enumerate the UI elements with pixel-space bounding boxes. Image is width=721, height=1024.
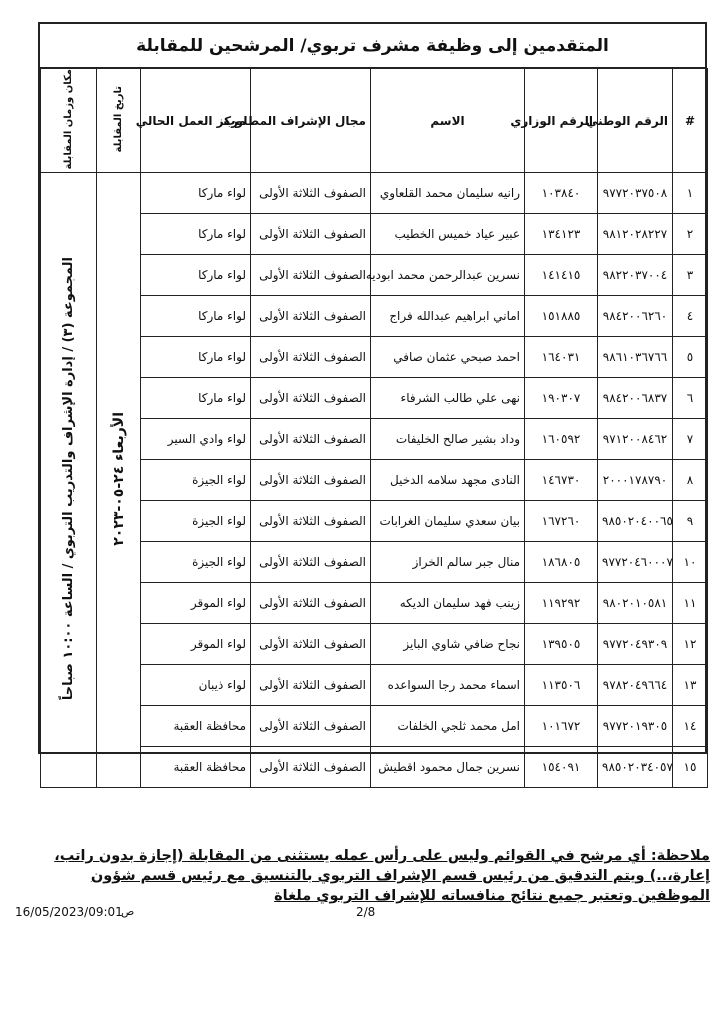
table-body — [41, 173, 708, 788]
candidates-table — [40, 68, 708, 788]
supervision-field: الصفوف الثلاثة الأولى — [251, 419, 371, 460]
header-index: # — [673, 69, 708, 173]
ministry-id: ١٩٠٣٠٧ — [525, 378, 598, 419]
workplace: لواء الموقر — [141, 583, 251, 624]
ministry-id: ١١٩٢٩٢ — [525, 583, 598, 624]
workplace: محافظة العقبة — [141, 747, 251, 788]
row-number: ٩ — [673, 501, 708, 542]
ministry-id: ١٠١٦٧٢ — [525, 706, 598, 747]
ministry-id: ١٨٦٨٠٥ — [525, 542, 598, 583]
ministry-id: ١٠٣٨٤٠ — [525, 173, 598, 214]
footer-p-label: ص — [121, 905, 135, 918]
national-id: ٩٨٦١٠٣٦٧٦٦ — [598, 337, 673, 378]
workplace: لواء ذيبان — [141, 665, 251, 706]
workplace: لواء ماركا — [141, 296, 251, 337]
national-id: ٩٨٤٢٠٠٦٨٣٧ — [598, 378, 673, 419]
row-number: ٨ — [673, 460, 708, 501]
header-place-time-text: مكان وزمان المقابلة — [63, 69, 74, 170]
row-number: ١٠ — [673, 542, 708, 583]
supervision-field: الصفوف الثلاثة الأولى — [251, 214, 371, 255]
row-number: ٤ — [673, 296, 708, 337]
supervision-field: الصفوف الثلاثة الأولى — [251, 583, 371, 624]
workplace: لواء ماركا — [141, 173, 251, 214]
row-number: ٣ — [673, 255, 708, 296]
candidate-name: منال جبر سالم الخراز — [371, 542, 525, 583]
supervision-field: الصفوف الثلاثة الأولى — [251, 665, 371, 706]
supervision-field: الصفوف الثلاثة الأولى — [251, 460, 371, 501]
row-number: ١١ — [673, 583, 708, 624]
national-id: ٩٨٥٠٢٠٣٤٠٥٧ — [598, 747, 673, 788]
candidate-name: رانيه سليمان محمد القلعاوي — [371, 173, 525, 214]
supervision-field: الصفوف الثلاثة الأولى — [251, 378, 371, 419]
header-ministry-id: الرقم الوزاري — [525, 69, 598, 173]
workplace: محافظة العقبة — [141, 706, 251, 747]
header-workplace: مركز العمل الحالي — [141, 69, 251, 173]
candidate-name: بيان سعدي سليمان الغرابات — [371, 501, 525, 542]
ministry-id: ١٤٦٧٣٠ — [525, 460, 598, 501]
ministry-id: ١٦٤٠٣١ — [525, 337, 598, 378]
interview-date: الأربعاء ٢٤-٠٥-٢٠٢٣ — [110, 412, 127, 546]
row-number: ١٥ — [673, 747, 708, 788]
national-id: ٩٧٨٢٠٤٩٦٦٤ — [598, 665, 673, 706]
workplace: لواء ماركا — [141, 255, 251, 296]
table-header-row — [41, 69, 708, 173]
row-number: ٥ — [673, 337, 708, 378]
header-name: الاسم — [371, 69, 525, 173]
ministry-id: ١٣٤١٢٣ — [525, 214, 598, 255]
candidate-name: نسرين عبدالرحمن محمد ابوديه — [371, 255, 525, 296]
supervision-field: الصفوف الثلاثة الأولى — [251, 337, 371, 378]
workplace: لواء وادي السير — [141, 419, 251, 460]
table-row — [41, 542, 708, 583]
workplace: لواء الجيزة — [141, 460, 251, 501]
row-number: ٦ — [673, 378, 708, 419]
interview-place-time-cell — [41, 173, 97, 788]
supervision-field: الصفوف الثلاثة الأولى — [251, 706, 371, 747]
national-id: ٩٨٤٢٠٠٦٢٦٠ — [598, 296, 673, 337]
row-number: ١٤ — [673, 706, 708, 747]
ministry-id: ١٥١٨٨٥ — [525, 296, 598, 337]
row-number: ٢ — [673, 214, 708, 255]
national-id: ٢٠٠٠١٧٨٧٩٠ — [598, 460, 673, 501]
supervision-field: الصفوف الثلاثة الأولى — [251, 542, 371, 583]
supervision-field: الصفوف الثلاثة الأولى — [251, 173, 371, 214]
ministry-id: ١٥٤٠٩١ — [525, 747, 598, 788]
supervision-field: الصفوف الثلاثة الأولى — [251, 296, 371, 337]
workplace: لواء ماركا — [141, 378, 251, 419]
candidate-name: عبير عياد خميس الخطيب — [371, 214, 525, 255]
header-date-text: تاريخ المقابلة — [113, 86, 124, 153]
header-place-time — [41, 69, 97, 173]
table-row — [41, 378, 708, 419]
workplace: لواء ماركا — [141, 214, 251, 255]
ministry-id: ١٦٧٢٦٠ — [525, 501, 598, 542]
supervision-field: الصفوف الثلاثة الأولى — [251, 624, 371, 665]
candidate-name: احمد صبحي عثمان صافي — [371, 337, 525, 378]
candidate-name: نسرين جمال محمود اقطيش — [371, 747, 525, 788]
table-row — [41, 337, 708, 378]
national-id: ٩٧٧٢٠٤٩٣٠٩ — [598, 624, 673, 665]
workplace: لواء الجيزة — [141, 501, 251, 542]
table-row — [41, 665, 708, 706]
document-sheet — [38, 22, 707, 775]
candidate-name: نهى علي طالب الشرفاء — [371, 378, 525, 419]
national-id: ٩٨٠٢٠١٠٥٨١ — [598, 583, 673, 624]
table-row — [41, 255, 708, 296]
table-row — [41, 583, 708, 624]
table-row — [41, 296, 708, 337]
page-title: المتقدمين إلى وظيفة مشرف تربوي/ المرشحين للمقابلة — [40, 24, 705, 68]
supervision-field: الصفوف الثلاثة الأولى — [251, 747, 371, 788]
national-id: ٩٨٢٢٠٣٧٠٠٤ — [598, 255, 673, 296]
note-text: ملاحظة: أي مرشح في القوائم وليس على رأس عمله يستثنى من المقابلة (إجازة بدون راتب، إعارة،..) ويتم التدقيق من رئيس قسم الإشراف التربوي بالتنسيق مع رئيس قسم شؤون الموظفين وتعتبر جميع نتائج منافساته للإشراف التربوي ملغاة — [54, 848, 710, 904]
footer-page-number: 2/8 — [356, 905, 376, 919]
ministry-id: ١٦٠٥٩٢ — [525, 419, 598, 460]
workplace: لواء ماركا — [141, 337, 251, 378]
national-id: ٩٨١٢٠٢٨٢٢٧ — [598, 214, 673, 255]
table-row — [41, 214, 708, 255]
national-id: ٩٧٧٢٠٤٦٠٠٠٧ — [598, 542, 673, 583]
national-id: ٩٧٧٢٠٣٧٥٠٨ — [598, 173, 673, 214]
header-national-id: الرقم الوطني — [598, 69, 673, 173]
table-row — [41, 460, 708, 501]
workplace: لواء الموقر — [141, 624, 251, 665]
row-number: ١٢ — [673, 624, 708, 665]
table-row — [41, 501, 708, 542]
row-number: ١ — [673, 173, 708, 214]
interview-date-cell — [97, 173, 141, 788]
table-row — [41, 706, 708, 747]
candidate-name: وداد بشير صالح الخليفات — [371, 419, 525, 460]
header-field: مجال الإشراف المطلوب — [251, 69, 371, 173]
national-id: ٩٧١٢٠٠٨٤٦٢ — [598, 419, 673, 460]
candidate-name: النادى مجهد سلامه الدخيل — [371, 460, 525, 501]
ministry-id: ١٣٩٥٠٥ — [525, 624, 598, 665]
workplace: لواء الجيزة — [141, 542, 251, 583]
candidate-name: امل محمد ثلجي الخلفات — [371, 706, 525, 747]
candidate-name: زينب فهد سليمان الديكه — [371, 583, 525, 624]
footer-timestamp: 16/05/2023/09:01 — [15, 905, 123, 919]
table-row — [41, 747, 708, 788]
national-id: ٩٨٥٠٢٠٤٠٠٦٥ — [598, 501, 673, 542]
candidate-name: نجاح ضافي شاوي البايز — [371, 624, 525, 665]
ministry-id: ١١٣٥٠٦ — [525, 665, 598, 706]
interview-place-time: المجموعة (٣) / إدارة الإشراف والتدريب التربوي / الساعة ١٠:٠٠ صباحاً — [61, 257, 76, 701]
header-date — [97, 69, 141, 173]
national-id: ٩٧٧٢٠١٩٣٠٥ — [598, 706, 673, 747]
table-row — [41, 173, 708, 214]
candidate-name: اماني ابراهيم عبدالله فراج — [371, 296, 525, 337]
table-row — [41, 624, 708, 665]
row-number: ١٣ — [673, 665, 708, 706]
supervision-field: الصفوف الثلاثة الأولى — [251, 501, 371, 542]
row-number: ٧ — [673, 419, 708, 460]
ministry-id: ١٤١٤١٥ — [525, 255, 598, 296]
candidate-name: اسماء محمد رجا السواعده — [371, 665, 525, 706]
supervision-field: الصفوف الثلاثة الأولى — [251, 255, 371, 296]
table-row — [41, 419, 708, 460]
